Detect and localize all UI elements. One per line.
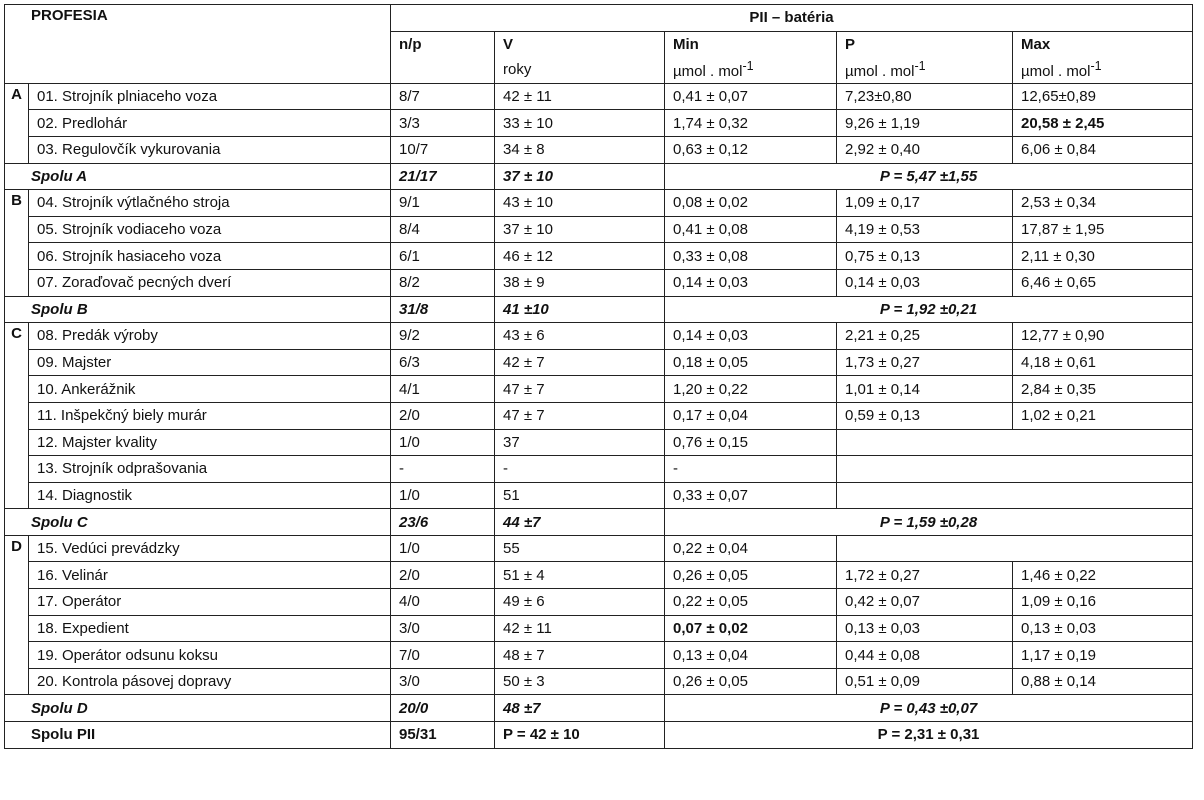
max-value: 1,02 ± 0,21 bbox=[1013, 402, 1193, 429]
profesia-header: PROFESIA bbox=[5, 5, 391, 84]
p-value: 1,72 ± 0,27 bbox=[837, 562, 1013, 589]
np-value: 3/0 bbox=[391, 615, 495, 642]
np-value: 9/1 bbox=[391, 190, 495, 217]
age-value: 43 ± 10 bbox=[495, 190, 665, 217]
min-value: 0,14 ± 0,03 bbox=[665, 269, 837, 296]
profession-name: 19. Operátor odsunu koksu bbox=[29, 642, 391, 669]
p-unit bbox=[837, 57, 1013, 83]
min-value: 0,41 ± 0,08 bbox=[665, 216, 837, 243]
min-unit-text: µmol . mol bbox=[673, 63, 743, 81]
max-unit bbox=[1013, 57, 1193, 83]
np-value: 1/0 bbox=[391, 482, 495, 509]
min-value: 0,26 ± 0,05 bbox=[665, 562, 837, 589]
group-total-row bbox=[5, 163, 1193, 190]
p-unit-text: µmol . mol bbox=[845, 63, 915, 81]
max-value: 2,84 ± 0,35 bbox=[1013, 376, 1193, 403]
group-total-row bbox=[5, 509, 1193, 536]
max-value: 0,88 ± 0,14 bbox=[1013, 668, 1193, 695]
group-total-np: 23/6 bbox=[391, 509, 495, 536]
min-value: 1,74 ± 0,32 bbox=[665, 110, 837, 137]
np-value: 1/0 bbox=[391, 429, 495, 456]
table-row bbox=[5, 376, 1193, 403]
empty-cell bbox=[837, 456, 1193, 483]
age-value: 37 ± 10 bbox=[495, 216, 665, 243]
profession-name: 10. Ankerážnik bbox=[29, 376, 391, 403]
grand-total-np: 95/31 bbox=[391, 722, 495, 749]
group-total-p: P = 0,43 ±0,07 bbox=[665, 695, 1193, 722]
age-value: 48 ± 7 bbox=[495, 642, 665, 669]
profession-name: 16. Velinár bbox=[29, 562, 391, 589]
group-letter: B bbox=[5, 190, 29, 296]
max-value: 6,46 ± 0,65 bbox=[1013, 269, 1193, 296]
p-value: 4,19 ± 0,53 bbox=[837, 216, 1013, 243]
np-value: 7/0 bbox=[391, 642, 495, 669]
v-unit: roky bbox=[495, 57, 665, 83]
table-row bbox=[5, 349, 1193, 376]
empty-cell bbox=[837, 429, 1193, 456]
p-value: 1,01 ± 0,14 bbox=[837, 376, 1013, 403]
age-value: 51 bbox=[495, 482, 665, 509]
p-value: 1,09 ± 0,17 bbox=[837, 190, 1013, 217]
group-total-np: 31/8 bbox=[391, 296, 495, 323]
profession-name: 04. Strojník výtlačného stroja bbox=[29, 190, 391, 217]
max-value: 20,58 ± 2,45 bbox=[1013, 110, 1193, 137]
age-value: 42 ± 7 bbox=[495, 349, 665, 376]
min-value: 0,26 ± 0,05 bbox=[665, 668, 837, 695]
profession-name: 14. Diagnostik bbox=[29, 482, 391, 509]
v-header: V bbox=[495, 31, 665, 57]
p-value: 0,51 ± 0,09 bbox=[837, 668, 1013, 695]
table-row bbox=[5, 190, 1193, 217]
p-value: 2,21 ± 0,25 bbox=[837, 323, 1013, 350]
profession-name: 13. Strojník odprašovania bbox=[29, 456, 391, 483]
np-value: 8/7 bbox=[391, 83, 495, 110]
group-total-age: 41 ±10 bbox=[495, 296, 665, 323]
np-value: 6/3 bbox=[391, 349, 495, 376]
table-row bbox=[5, 642, 1193, 669]
table-row bbox=[5, 482, 1193, 509]
max-value: 12,65±0,89 bbox=[1013, 83, 1193, 110]
age-value: 50 ± 3 bbox=[495, 668, 665, 695]
np-value: 10/7 bbox=[391, 136, 495, 163]
p-value: 2,92 ± 0,40 bbox=[837, 136, 1013, 163]
group-total-row bbox=[5, 695, 1193, 722]
min-value: 0,22 ± 0,04 bbox=[665, 535, 837, 562]
max-value: 6,06 ± 0,84 bbox=[1013, 136, 1193, 163]
min-value: 0,41 ± 0,07 bbox=[665, 83, 837, 110]
np-value: 3/0 bbox=[391, 668, 495, 695]
min-value: 0,33 ± 0,08 bbox=[665, 243, 837, 270]
age-value: - bbox=[495, 456, 665, 483]
min-value: - bbox=[665, 456, 837, 483]
grand-total-label: Spolu PII bbox=[5, 722, 391, 749]
np-value: 3/3 bbox=[391, 110, 495, 137]
p-value: 0,75 ± 0,13 bbox=[837, 243, 1013, 270]
group-total-row bbox=[5, 296, 1193, 323]
table-row bbox=[5, 429, 1193, 456]
np-value: 6/1 bbox=[391, 243, 495, 270]
np-value: 9/2 bbox=[391, 323, 495, 350]
group-total-label: Spolu B bbox=[5, 296, 391, 323]
profession-name: 02. Predlohár bbox=[29, 110, 391, 137]
table-row bbox=[5, 83, 1193, 110]
np-value: 4/1 bbox=[391, 376, 495, 403]
group-total-p: P = 5,47 ±1,55 bbox=[665, 163, 1193, 190]
table-row bbox=[5, 110, 1193, 137]
profession-name: 08. Predák výroby bbox=[29, 323, 391, 350]
p-header: P bbox=[837, 31, 1013, 57]
min-value: 0,33 ± 0,07 bbox=[665, 482, 837, 509]
max-value: 1,17 ± 0,19 bbox=[1013, 642, 1193, 669]
max-value: 4,18 ± 0,61 bbox=[1013, 349, 1193, 376]
profession-name: 17. Operátor bbox=[29, 589, 391, 616]
min-value: 0,22 ± 0,05 bbox=[665, 589, 837, 616]
min-unit bbox=[665, 57, 837, 83]
age-value: 38 ± 9 bbox=[495, 269, 665, 296]
profession-name: 01. Strojník plniaceho voza bbox=[29, 83, 391, 110]
group-total-np: 20/0 bbox=[391, 695, 495, 722]
np-value: 1/0 bbox=[391, 535, 495, 562]
min-value: 0,17 ± 0,04 bbox=[665, 402, 837, 429]
battery-header: PII – batéria bbox=[391, 5, 1193, 32]
min-value: 1,20 ± 0,22 bbox=[665, 376, 837, 403]
min-value: 0,76 ± 0,15 bbox=[665, 429, 837, 456]
p-value: 1,73 ± 0,27 bbox=[837, 349, 1013, 376]
table-row bbox=[5, 136, 1193, 163]
profession-name: 09. Majster bbox=[29, 349, 391, 376]
group-total-label: Spolu C bbox=[5, 509, 391, 536]
p-unit-exp: -1 bbox=[914, 59, 926, 74]
min-header: Min bbox=[665, 31, 837, 57]
empty-cell bbox=[837, 482, 1193, 509]
min-value: 0,63 ± 0,12 bbox=[665, 136, 837, 163]
np-value: 8/2 bbox=[391, 269, 495, 296]
min-value: 0,13 ± 0,04 bbox=[665, 642, 837, 669]
age-value: 33 ± 10 bbox=[495, 110, 665, 137]
age-value: 42 ± 11 bbox=[495, 615, 665, 642]
table-row bbox=[5, 216, 1193, 243]
max-value: 1,46 ± 0,22 bbox=[1013, 562, 1193, 589]
profession-name: 12. Majster kvality bbox=[29, 429, 391, 456]
np-value: 2/0 bbox=[391, 402, 495, 429]
group-total-label: Spolu D bbox=[5, 695, 391, 722]
np-header: n/p bbox=[391, 31, 495, 57]
age-value: 37 bbox=[495, 429, 665, 456]
age-value: 47 ± 7 bbox=[495, 376, 665, 403]
max-unit-exp: -1 bbox=[1090, 59, 1102, 74]
group-total-np: 21/17 bbox=[391, 163, 495, 190]
age-value: 47 ± 7 bbox=[495, 402, 665, 429]
min-unit-exp: -1 bbox=[742, 59, 754, 74]
min-value: 0,08 ± 0,02 bbox=[665, 190, 837, 217]
table-row bbox=[5, 243, 1193, 270]
p-value: 7,23±0,80 bbox=[837, 83, 1013, 110]
profession-name: 20. Kontrola pásovej dopravy bbox=[29, 668, 391, 695]
max-value: 2,53 ± 0,34 bbox=[1013, 190, 1193, 217]
profession-name: 11. Inšpekčný biely murár bbox=[29, 402, 391, 429]
grand-total-age: P = 42 ± 10 bbox=[495, 722, 665, 749]
group-total-age: 44 ±7 bbox=[495, 509, 665, 536]
table-row bbox=[5, 615, 1193, 642]
grand-total-p: P = 2,31 ± 0,31 bbox=[665, 722, 1193, 749]
profession-name: 18. Expedient bbox=[29, 615, 391, 642]
table-row bbox=[5, 535, 1193, 562]
p-value: 0,42 ± 0,07 bbox=[837, 589, 1013, 616]
max-header: Max bbox=[1013, 31, 1193, 57]
p-value: 0,44 ± 0,08 bbox=[837, 642, 1013, 669]
table-row bbox=[5, 269, 1193, 296]
table-row bbox=[5, 402, 1193, 429]
group-letter: A bbox=[5, 83, 29, 163]
max-value: 12,77 ± 0,90 bbox=[1013, 323, 1193, 350]
table-row bbox=[5, 456, 1193, 483]
max-value: 2,11 ± 0,30 bbox=[1013, 243, 1193, 270]
min-value: 0,07 ± 0,02 bbox=[665, 615, 837, 642]
max-value: 17,87 ± 1,95 bbox=[1013, 216, 1193, 243]
age-value: 49 ± 6 bbox=[495, 589, 665, 616]
group-total-p: P = 1,92 ±0,21 bbox=[665, 296, 1193, 323]
profession-name: 07. Zoraďovač pecných dverí bbox=[29, 269, 391, 296]
group-letter: D bbox=[5, 535, 29, 695]
max-value: 1,09 ± 0,16 bbox=[1013, 589, 1193, 616]
age-value: 42 ± 11 bbox=[495, 83, 665, 110]
p-value: 0,14 ± 0,03 bbox=[837, 269, 1013, 296]
group-letter: C bbox=[5, 323, 29, 509]
table-row bbox=[5, 589, 1193, 616]
np-value: - bbox=[391, 456, 495, 483]
profession-name: 15. Vedúci prevádzky bbox=[29, 535, 391, 562]
age-value: 34 ± 8 bbox=[495, 136, 665, 163]
np-unit bbox=[391, 57, 495, 83]
table-row bbox=[5, 323, 1193, 350]
empty-cell bbox=[837, 535, 1193, 562]
header-row-1 bbox=[5, 5, 1193, 32]
np-value: 8/4 bbox=[391, 216, 495, 243]
profession-name: 03. Regulovčík vykurovania bbox=[29, 136, 391, 163]
group-total-age: 48 ±7 bbox=[495, 695, 665, 722]
max-unit-text: µmol . mol bbox=[1021, 63, 1091, 81]
p-value: 0,13 ± 0,03 bbox=[837, 615, 1013, 642]
np-value: 2/0 bbox=[391, 562, 495, 589]
profession-name: 05. Strojník vodiaceho voza bbox=[29, 216, 391, 243]
table-row bbox=[5, 668, 1193, 695]
age-value: 55 bbox=[495, 535, 665, 562]
group-total-age: 37 ± 10 bbox=[495, 163, 665, 190]
age-value: 46 ± 12 bbox=[495, 243, 665, 270]
max-value: 0,13 ± 0,03 bbox=[1013, 615, 1193, 642]
age-value: 51 ± 4 bbox=[495, 562, 665, 589]
group-total-label: Spolu A bbox=[5, 163, 391, 190]
np-value: 4/0 bbox=[391, 589, 495, 616]
min-value: 0,14 ± 0,03 bbox=[665, 323, 837, 350]
grand-total-row bbox=[5, 722, 1193, 749]
p-value: 0,59 ± 0,13 bbox=[837, 402, 1013, 429]
p-value: 9,26 ± 1,19 bbox=[837, 110, 1013, 137]
min-value: 0,18 ± 0,05 bbox=[665, 349, 837, 376]
group-total-p: P = 1,59 ±0,28 bbox=[665, 509, 1193, 536]
profession-name: 06. Strojník hasiaceho voza bbox=[29, 243, 391, 270]
pii-battery-table bbox=[4, 4, 1193, 749]
table-row bbox=[5, 562, 1193, 589]
age-value: 43 ± 6 bbox=[495, 323, 665, 350]
